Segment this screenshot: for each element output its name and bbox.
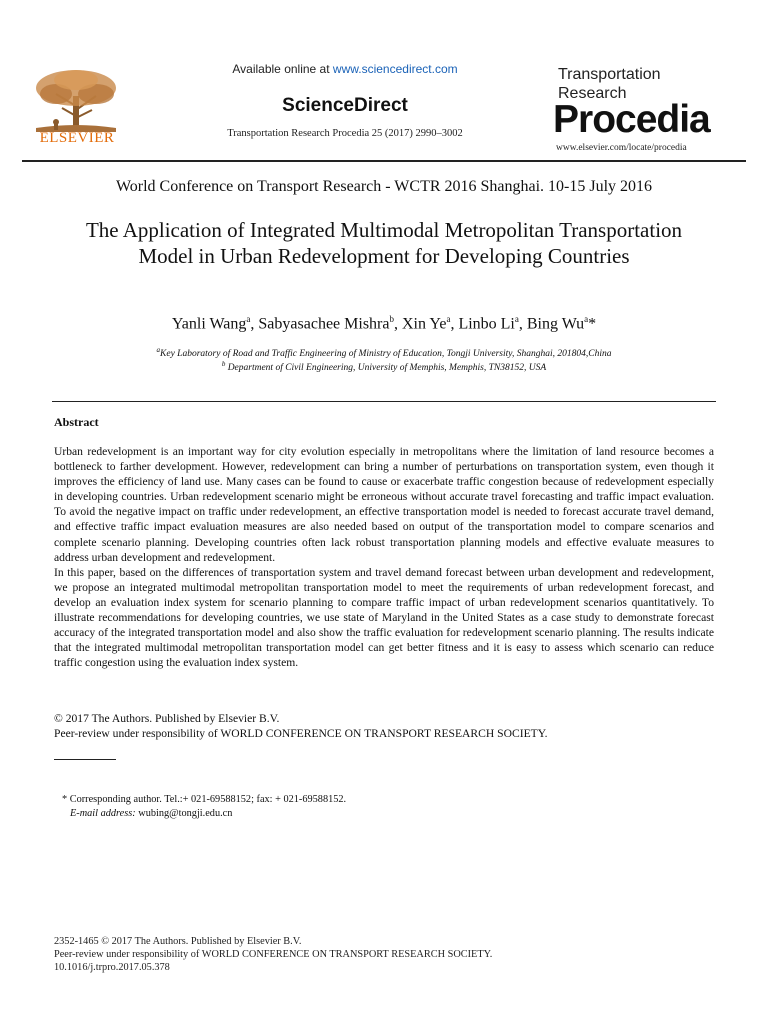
corresponding-mark: * bbox=[588, 315, 597, 333]
journal-logo-line1: Transportation bbox=[558, 66, 661, 83]
doi-line[interactable]: 10.1016/j.trpro.2017.05.378 bbox=[54, 962, 170, 973]
elsevier-wordmark: ELSEVIER bbox=[39, 130, 115, 146]
sciencedirect-link[interactable]: www.sciencedirect.com bbox=[332, 62, 458, 76]
bottom-imprint bbox=[54, 935, 492, 974]
abstract-body bbox=[54, 444, 714, 670]
corresponding-author-line: * Corresponding author. Tel.:+ 021-69588152; fax: + 021-69588152. bbox=[62, 794, 347, 805]
affiliation-mark: b bbox=[221, 360, 226, 368]
author-separator: , bbox=[393, 315, 402, 333]
email-line bbox=[62, 807, 346, 821]
author-affiliation-mark: a bbox=[246, 314, 251, 324]
author-separator: , bbox=[250, 315, 259, 333]
abstract-heading: Abstract bbox=[54, 415, 99, 429]
author-name: Linbo Li bbox=[458, 315, 515, 333]
affiliation-a bbox=[60, 346, 708, 359]
author-name: Xin Ye bbox=[401, 315, 447, 333]
journal-logo-procedia: Procedia bbox=[553, 98, 710, 141]
issn-line: 2352-1465 © 2017 The Authors. Published by Elsevier B.V. bbox=[54, 936, 302, 947]
affiliation-text: Key Laboratory of Road and Traffic Engineering of Ministry of Education, Tongji University, Shanghai, 201804,China bbox=[160, 349, 612, 360]
author-affiliation-mark: a bbox=[514, 314, 519, 324]
email-address[interactable]: wubing@tongji.edu.cn bbox=[135, 808, 233, 819]
abstract-paragraph-1: Urban redevelopment is an important way for city evolution especially in metropolitans where the limitation of land resource becomes a bottleneck to farther development. However, redevelopment can bring a number of perturbations on transportation system, even though it improves the efficiency of land use. Many cases can be found to cause or exacerbate traffic congestion because of redevelopment especially in developing countries. Urban redevelopment scenario might be erroneous without accurate travel forecasting and traffic impact evaluation. To avoid the negative impact on traffic under redevelopment, an effective transportation model is needed to forecast accurate travel demand, and effective traffic impact evaluation measures are also needed based on output of the transportation model to compare scenarios and complete scenario planning. Developing countries often lack robust transportation planning models and effective evaluate measures to address urban development and redevelopment. bbox=[54, 445, 714, 564]
availability-prefix: Available online at bbox=[232, 62, 333, 76]
affiliation-mark: a bbox=[156, 346, 161, 354]
conference-line: World Conference on Transport Research - WCTR 2016 Shanghai. 10-15 July 2016 bbox=[115, 178, 653, 195]
copyright-block bbox=[54, 711, 714, 741]
availability-line bbox=[150, 62, 540, 76]
author-affiliation-mark: a bbox=[584, 314, 589, 324]
journal-reference: Transportation Research Procedia 25 (2017) 2990–3002 bbox=[227, 128, 463, 139]
email-label: E-mail address: bbox=[70, 808, 136, 819]
affiliation-b bbox=[60, 360, 708, 373]
paper-title: The Application of Integrated Multimodal Metropolitan Transportation Model in Urban Redevelopment for Developing Countries bbox=[85, 218, 683, 268]
corresponding-footnote bbox=[62, 793, 346, 821]
journal-url[interactable]: www.elsevier.com/locate/procedia bbox=[556, 143, 687, 153]
copyright-line: © 2017 The Authors. Published by Elsevier B.V. bbox=[54, 712, 280, 725]
author-name: Yanli Wang bbox=[171, 315, 247, 333]
author-affiliation-mark: a bbox=[446, 314, 451, 324]
author-affiliation-mark: b bbox=[389, 314, 394, 324]
header-divider bbox=[22, 160, 746, 162]
affiliation-text: Department of Civil Engineering, University of Memphis, Memphis, TN38152, USA bbox=[225, 363, 547, 374]
author-name: Bing Wu bbox=[526, 315, 585, 333]
bottom-peer-review-line: Peer-review under responsibility of WORLD CONFERENCE ON TRANSPORT RESEARCH SOCIETY. bbox=[54, 949, 493, 960]
platform-name: ScienceDirect bbox=[282, 95, 408, 116]
author-separator: , bbox=[518, 315, 527, 333]
author-name: Sabyasachee Mishra bbox=[258, 315, 390, 333]
footnote-divider bbox=[54, 759, 116, 760]
author-list bbox=[60, 314, 708, 333]
journal-logo-line2: Research bbox=[558, 85, 627, 102]
abstract-divider bbox=[52, 401, 716, 402]
author-separator: , bbox=[450, 315, 459, 333]
abstract-paragraph-2: In this paper, based on the differences of transportation system and travel demand forecast between urban development and redevelopment, we propose an integrated multimodal metropolitan transportation model to meet the requirements of urban redevelopment forecast, and develop an evaluation index system for scenario planning to compare traffic impact of urban redevelopment scenarios quantitatively. To illustrate recommendations for developing countries, we use state of Maryland in the United States as a case study to demonstrate forecast accuracy of the integrated transportation model and also show the traffic evaluation for redevelopment scenario planning. The results indicate that the integrated multimodal metropolitan transportation model can get better fitness and it is easy to assess which scenario can reduce traffic congestion using the evaluation index system. bbox=[54, 565, 714, 670]
peer-review-line: Peer-review under responsibility of WORLD CONFERENCE ON TRANSPORT RESEARCH SOCIETY. bbox=[54, 727, 548, 740]
